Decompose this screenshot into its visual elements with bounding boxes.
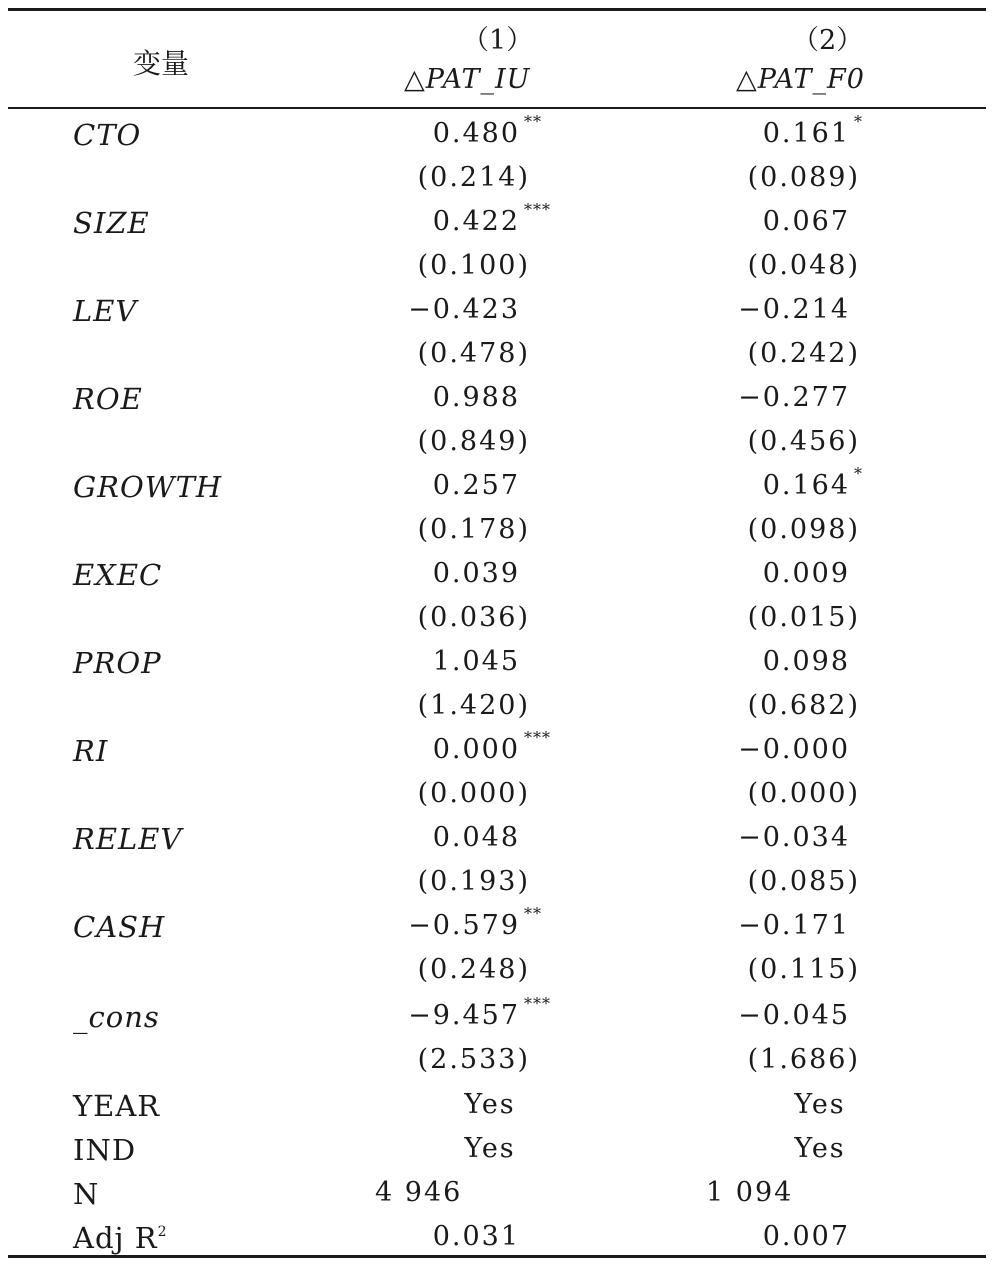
se-col1: (0.100) xyxy=(417,250,530,281)
table-row xyxy=(0,464,992,508)
se-col2: (0.015) xyxy=(747,602,860,633)
variable-label: ROE xyxy=(73,382,143,416)
adj-r2-row xyxy=(0,1215,992,1259)
variable-header: 变量 xyxy=(133,47,190,80)
table-row-se xyxy=(0,684,992,728)
coef-col1: −0.423 xyxy=(408,294,520,325)
adj-r2-col2: 0.007 xyxy=(762,1221,850,1252)
se-col2: (0.048) xyxy=(747,250,860,281)
coef-col1: 0.000 xyxy=(432,734,520,765)
n-col1: 4 946 xyxy=(375,1177,463,1208)
coef-col1: 0.048 xyxy=(432,822,520,853)
coef-col1: 0.480 xyxy=(432,118,520,149)
se-col1: (0.178) xyxy=(417,514,530,545)
table-row xyxy=(0,728,992,772)
se-col2: (1.686) xyxy=(747,1044,860,1075)
adj-r2-superscript: 2 xyxy=(157,1224,168,1240)
col1-dep-name: PAT_IU xyxy=(425,64,531,95)
coef-col1: 0.257 xyxy=(432,470,520,501)
coef-col2: 0.161 xyxy=(762,118,850,149)
variable-label: LEV xyxy=(73,294,138,328)
coef-col2: 0.098 xyxy=(762,646,850,677)
n-label: N xyxy=(73,1177,100,1211)
coef-col1: 0.988 xyxy=(432,382,520,413)
table-row xyxy=(0,376,992,420)
table-row xyxy=(0,904,992,948)
sig-stars-col1: ** xyxy=(524,904,542,923)
coef-col2: −0.214 xyxy=(738,294,850,325)
col1-number: （1） xyxy=(462,25,534,56)
table-top-rule xyxy=(8,8,986,11)
se-col1: (0.248) xyxy=(417,954,530,985)
coef-col1: 0.422 xyxy=(432,206,520,237)
se-col2: (0.000) xyxy=(747,778,860,809)
variable-label: _cons xyxy=(73,1000,160,1034)
adj-r2-col1: 0.031 xyxy=(432,1221,520,1252)
coef-col2: −0.277 xyxy=(738,382,850,413)
table-row xyxy=(0,552,992,596)
sig-stars-col1: *** xyxy=(524,994,551,1013)
coef-col1: −9.457 xyxy=(408,1000,520,1031)
sig-stars-col2: * xyxy=(854,112,863,131)
coef-col2: −0.034 xyxy=(738,822,850,853)
sig-stars-col1: ** xyxy=(524,112,542,131)
ind-col1: Yes xyxy=(464,1133,516,1164)
col1-dependent-var xyxy=(404,64,530,95)
se-col1: (1.420) xyxy=(417,690,530,721)
year-row xyxy=(0,1083,992,1127)
coef-col1: −0.579 xyxy=(408,910,520,941)
se-col1: (0.214) xyxy=(417,162,530,193)
ind-label: IND xyxy=(73,1133,137,1167)
variable-label: RELEV xyxy=(73,822,183,856)
se-col1: (0.000) xyxy=(417,778,530,809)
se-col2: (0.089) xyxy=(747,162,860,193)
table-row xyxy=(0,640,992,684)
variable-label: EXEC xyxy=(73,558,163,592)
table-row-se xyxy=(0,508,992,552)
delta-symbol: △ xyxy=(736,64,758,95)
sig-stars-col1: *** xyxy=(524,200,551,219)
adj-r2-label xyxy=(73,1221,167,1255)
table-row xyxy=(0,200,992,244)
se-col1: (0.478) xyxy=(417,338,530,369)
se-col1: (0.036) xyxy=(417,602,530,633)
col2-dependent-var xyxy=(736,64,865,95)
coef-col2: 0.164 xyxy=(762,470,850,501)
variable-label: SIZE xyxy=(73,206,150,240)
col2-dep-name: PAT_F0 xyxy=(757,64,865,95)
table-row-se xyxy=(0,596,992,640)
table-row-se xyxy=(0,772,992,816)
sig-stars-col2: * xyxy=(854,464,863,483)
table-row xyxy=(0,112,992,156)
se-col2: (0.682) xyxy=(747,690,860,721)
coef-col1: 0.039 xyxy=(432,558,520,589)
table-row-se xyxy=(0,420,992,464)
variable-label: RI xyxy=(73,734,109,768)
sig-stars-col1: *** xyxy=(524,728,551,747)
table-row xyxy=(0,816,992,860)
n-col2: 1 094 xyxy=(706,1177,794,1208)
year-col1: Yes xyxy=(464,1089,516,1120)
table-row-se xyxy=(0,332,992,376)
se-col2: (0.456) xyxy=(747,426,860,457)
coef-col1: 1.045 xyxy=(432,646,520,677)
coef-col2: −0.045 xyxy=(738,1000,850,1031)
coef-col2: −0.000 xyxy=(738,734,850,765)
se-col2: (0.115) xyxy=(747,954,860,985)
col2-number: （2） xyxy=(792,25,864,56)
adj-r2-text: Adj R xyxy=(73,1221,158,1255)
variable-label: CASH xyxy=(73,910,166,944)
ind-row xyxy=(0,1127,992,1171)
table-row-se xyxy=(0,948,992,992)
variable-label: PROP xyxy=(73,646,162,680)
coef-col2: −0.171 xyxy=(738,910,850,941)
delta-symbol: △ xyxy=(404,64,426,95)
table-row-se xyxy=(0,1038,992,1082)
se-col2: (0.098) xyxy=(747,514,860,545)
table-header-rule xyxy=(8,107,986,109)
se-col1: (0.849) xyxy=(417,426,530,457)
coef-col2: 0.067 xyxy=(762,206,850,237)
table-row-se xyxy=(0,156,992,200)
coef-col2: 0.009 xyxy=(762,558,850,589)
table-row xyxy=(0,994,992,1038)
year-label: YEAR xyxy=(73,1089,161,1123)
n-row xyxy=(0,1171,992,1215)
table-row xyxy=(0,288,992,332)
ind-col2: Yes xyxy=(794,1133,846,1164)
table-row-se xyxy=(0,860,992,904)
se-col2: (0.085) xyxy=(747,866,860,897)
se-col2: (0.242) xyxy=(747,338,860,369)
variable-label: GROWTH xyxy=(73,470,223,504)
se-col1: (0.193) xyxy=(417,866,530,897)
table-row-se xyxy=(0,244,992,288)
variable-label: CTO xyxy=(73,118,142,152)
year-col2: Yes xyxy=(794,1089,846,1120)
se-col1: (2.533) xyxy=(417,1044,530,1075)
